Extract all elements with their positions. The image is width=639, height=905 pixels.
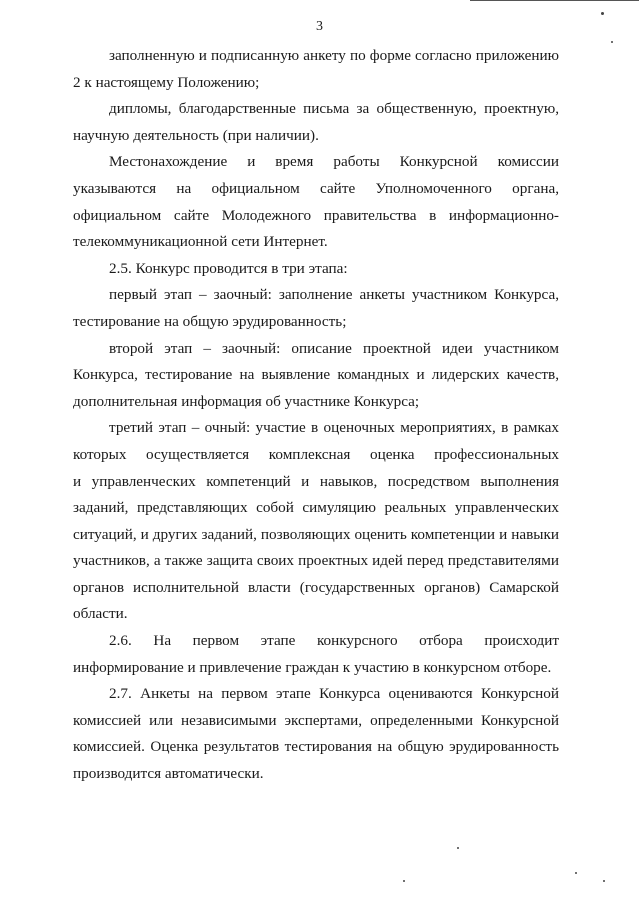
text-line: официальном сайте Молодежного правительства в информационно- [73,206,559,224]
paragraph [73,336,559,416]
text-line: информирование и привлечение граждан к участию в конкурсном отборе. [73,658,552,676]
text-line: второй этап – заочный: описание проектной идеи участником [109,339,559,357]
text-line: области. [73,605,128,623]
text-line: производится автоматически. [73,765,264,783]
text-line: тестирование на общую эрудированность; [73,312,347,330]
page-number: 3 [316,19,323,34]
text-line: комиссией или независимыми экспертами, определенными Конкурсной [73,711,559,729]
text-line: дополнительная информация об участнике Конкурса; [73,392,420,410]
text-line: заданий, представляющих собой симуляцию реальных управленческих [73,499,559,517]
text-line: телекоммуникационной сети Интернет. [73,233,328,251]
paragraph [73,681,559,787]
scan-speck [457,847,459,849]
text-line: Местонахождение и время работы Конкурсной комиссии [109,153,559,171]
scan-edge-line [470,0,639,1]
text-line: дипломы, благодарственные письма за общественную, проектную, [109,100,559,118]
text-line: и управленческих компетенций и навыков, посредством выполнения [73,472,559,490]
document-body [73,43,559,788]
scan-speck [575,872,577,874]
text-line: Конкурса, тестирование на выявление командных и лидерских качеств, [73,366,559,384]
paragraph [73,415,559,628]
paragraph [73,43,559,96]
scan-speck [403,880,405,882]
scan-speck [611,41,613,43]
paragraph [73,96,559,149]
text-line: органов исполнительной власти (государственных органов) Самарской [73,578,559,596]
scan-speck [603,880,605,882]
text-line: участников, а также защита своих проектных идей перед представителями [73,552,559,570]
paragraph [73,256,559,283]
text-line: указываются на официальном сайте Уполномоченного органа, [73,179,559,197]
paragraph [73,282,559,335]
paragraph [73,628,559,681]
text-line: 2.6. На первом этапе конкурсного отбора происходит [109,632,559,650]
text-line: первый этап – заочный: заполнение анкеты участником Конкурса, [109,286,559,304]
text-line: заполненную и подписанную анкету по форме согласно приложению [109,47,559,64]
text-line: 2.5. Конкурс проводится в три этапа: [109,259,348,277]
text-line: научную деятельность (при наличии). [73,126,319,144]
text-line: 2.7. Анкеты на первом этапе Конкурса оцениваются Конкурсной [109,685,559,703]
scan-speck [601,12,604,15]
text-line: третий этап – очный: участие в оценочных мероприятиях, в рамках [109,419,559,437]
paragraph [73,149,559,255]
text-line: которых осуществляется комплексная оценка профессиональных [73,445,559,463]
text-line: комиссией. Оценка результатов тестирования на общую эрудированность [73,738,559,756]
text-line: ситуаций, и других заданий, позволяющих оценить компетенции и навыки [73,525,559,543]
text-line: 2 к настоящему Положению; [73,73,260,91]
